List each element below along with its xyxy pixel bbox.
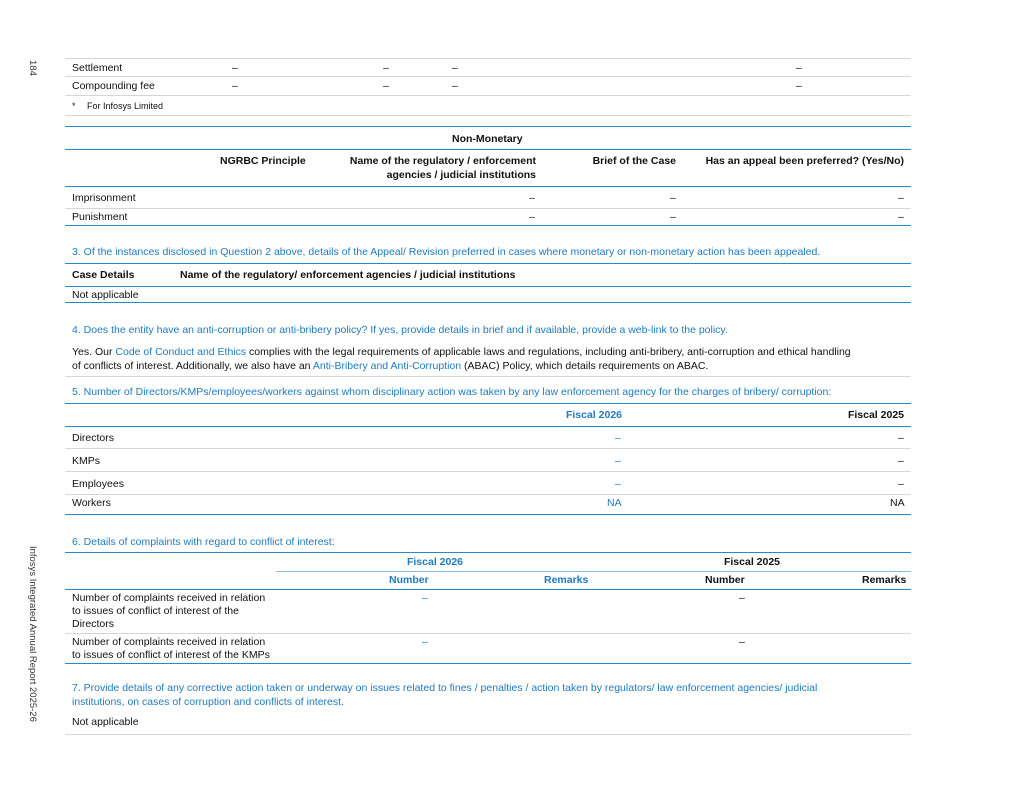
q3-header-agencies: Name of the regulatory/ enforcement agencies / judicial institutions — [180, 269, 516, 281]
q5-header-fy-current: Fiscal 2026 — [565, 409, 622, 421]
punishment-agency: – — [529, 211, 535, 223]
abac-policy-link[interactable]: Anti-Bribery and Anti-Corruption — [312, 360, 462, 372]
q4-answer-line1 — [72, 345, 912, 359]
q6-row1-label-line3: Directors — [72, 618, 115, 630]
q5-row-kmps: KMPs — [72, 455, 101, 467]
q6-row1-previous-number: – — [739, 592, 745, 604]
q6-row2-label-line2: to issues of conflict of interest of the KMPs — [72, 649, 270, 661]
q6-header-previous-remarks: Remarks — [862, 574, 907, 586]
q6-row2-current-number: – — [422, 636, 428, 648]
footnote-mark: * — [72, 101, 76, 111]
compounding-col2: – — [383, 80, 389, 92]
imprisonment-agency: – — [529, 192, 535, 204]
page-number: 184 — [27, 60, 38, 76]
q6-row2-previous-number: – — [739, 636, 745, 648]
punishment-brief: – — [670, 211, 676, 223]
q6-row1-label-line2: to issues of conflict of interest of the — [72, 605, 239, 617]
q5-row-employees: Employees — [72, 478, 124, 490]
q7-value: Not applicable — [72, 716, 139, 728]
q4-text-1: Yes. Our — [72, 346, 116, 358]
header-agency-line1: Name of the regulatory / enforcement — [349, 155, 536, 167]
q5-kmps-current: – — [615, 455, 621, 467]
header-agency-line2: agencies / judicial institutions — [386, 169, 536, 181]
q5-header-fy-previous: Fiscal 2025 — [847, 409, 904, 421]
header-appeal: Has an appeal been preferred? (Yes/No) — [705, 155, 904, 167]
q6-row1-label-line1: Number of complaints received in relation — [72, 592, 266, 604]
q3-header-case-details: Case Details — [72, 269, 135, 281]
q5-directors-current: – — [615, 432, 621, 444]
q5-employees-current: – — [615, 478, 621, 490]
q4-answer-line2 — [72, 359, 912, 373]
imprisonment-brief: – — [670, 192, 676, 204]
q5-workers-current: NA — [607, 497, 622, 509]
q4-text-4: (ABAC) Policy, which details requirements on ABAC. — [461, 360, 709, 372]
punishment-appeal: – — [898, 211, 904, 223]
q6-header-current-remarks: Remarks — [544, 574, 589, 586]
compounding-col4: – — [796, 80, 802, 92]
header-ngrbc: NGRBC Principle — [220, 155, 306, 167]
q6-row1-current-number: – — [422, 592, 428, 604]
q4-text-2: complies with the legal requirements of applicable laws and regulations, including anti-bribery, anti-corruption and ethical handling — [246, 346, 851, 358]
footnote-text: For Infosys Limited — [87, 101, 164, 111]
non-monetary-title: Non-Monetary — [452, 133, 523, 145]
q3-value: Not applicable — [72, 289, 139, 301]
q6-header-fy-previous: Fiscal 2025 — [723, 556, 781, 568]
q6-row2-label-line1: Number of complaints received in relation — [72, 636, 266, 648]
settlement-col4: – — [796, 62, 802, 74]
row-imprisonment-label: Imprisonment — [72, 192, 136, 204]
question-7-line1: 7. Provide details of any corrective action taken or underway on issues related to fines / penalties / action taken by regulators/ law enforcement agencies/ judicial — [72, 682, 818, 694]
q6-header-previous-number: Number — [705, 574, 745, 586]
q5-workers-previous: NA — [890, 497, 905, 509]
q6-header-current-number: Number — [389, 574, 429, 586]
q5-employees-previous: – — [898, 478, 904, 490]
compounding-col3: – — [452, 80, 458, 92]
question-3: 3. Of the instances disclosed in Question 2 above, details of the Appeal/ Revision preferred in cases where monetary or non-monetary action has been appealed. — [72, 246, 821, 258]
row-punishment-label: Punishment — [72, 211, 128, 223]
settlement-col1: – — [232, 62, 238, 74]
q5-row-workers: Workers — [72, 497, 111, 509]
compounding-col1: – — [232, 80, 238, 92]
question-7-line2: institutions, on cases of corruption and conflicts of interest. — [72, 696, 344, 708]
question-5: 5. Number of Directors/KMPs/employees/workers against whom disciplinary action was taken by any law enforcement agency for the charges of bribery/ corruption: — [72, 386, 832, 398]
row-compounding-label: Compounding fee — [72, 80, 155, 92]
code-of-conduct-link[interactable]: Code of Conduct and Ethics — [115, 346, 247, 358]
q5-kmps-previous: – — [898, 455, 904, 467]
report-side-title: Infosys Integrated Annual Report 2025-26 — [27, 546, 38, 722]
header-brief: Brief of the Case — [592, 155, 676, 167]
settlement-col2: – — [383, 62, 389, 74]
q5-directors-previous: – — [898, 432, 904, 444]
settlement-col3: – — [452, 62, 458, 74]
row-settlement-label: Settlement — [72, 62, 123, 74]
q5-row-directors: Directors — [72, 432, 115, 444]
q4-text-3: of conflicts of interest. Additionally, we also have an — [72, 360, 313, 372]
question-4: 4. Does the entity have an anti-corruption or anti-bribery policy? If yes, provide details in brief and if available, provide a web-link to the policy. — [72, 324, 728, 336]
imprisonment-appeal: – — [898, 192, 904, 204]
question-6: 6. Details of complaints with regard to conflict of interest: — [72, 536, 335, 548]
q6-header-fy-current: Fiscal 2026 — [406, 556, 464, 568]
